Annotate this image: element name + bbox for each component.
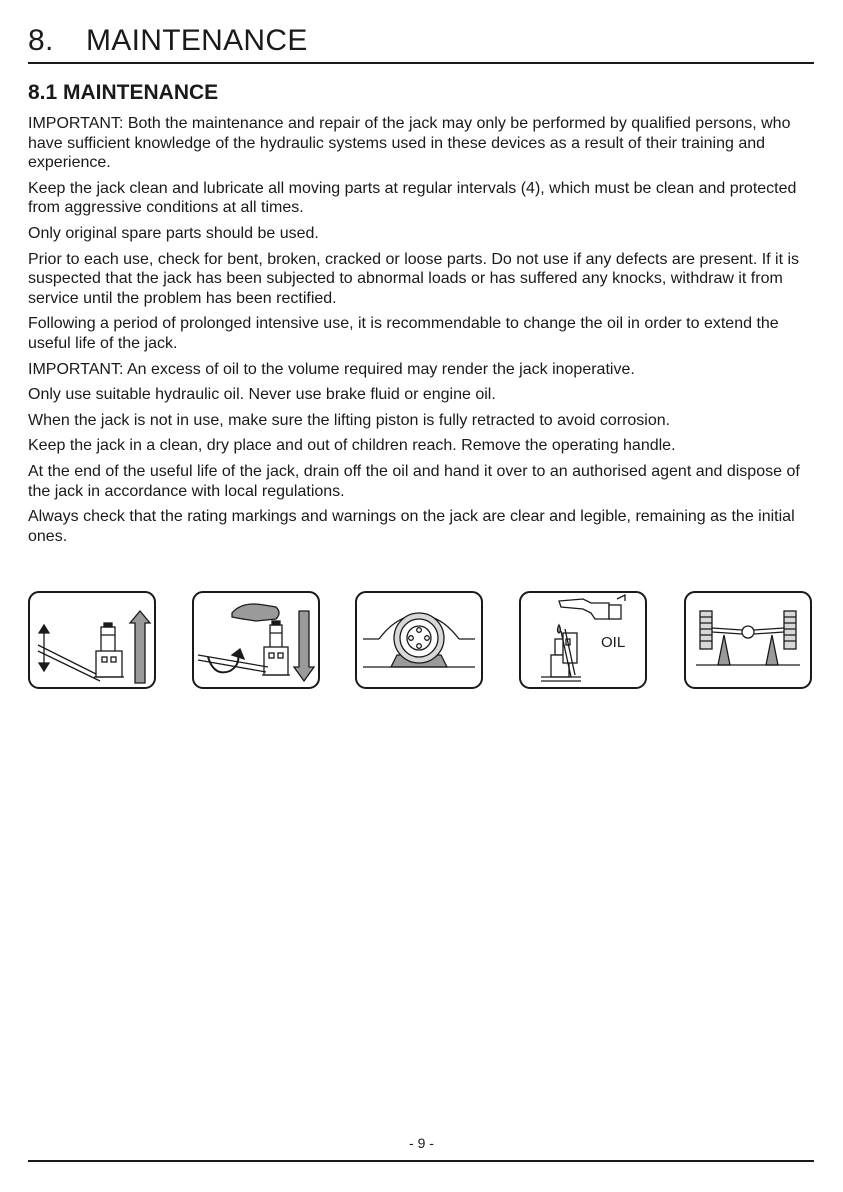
paragraph: Always check that the rating markings and warnings on the jack are clear and legible, remaining as the initial ones. xyxy=(28,508,795,545)
paragraph: Keep the jack clean and lubricate all moving parts at regular intervals (4), which must be clean and protected from aggressive conditions at all times. xyxy=(28,179,797,217)
paragraph: IMPORTANT: Both the maintenance and repair of the jack may only be performed by qualified persons, who have sufficient knowledge of the hydraulic systems used in these devices as a result of their training and experience. xyxy=(28,115,791,172)
paragraph: Keep the jack in a clean, dry place and out of children reach. Remove the operating handle. xyxy=(28,437,676,455)
maintenance-illustrations xyxy=(28,591,814,691)
paragraph: Following a period of prolonged intensive use, it is recommendable to change the oil in order to extend the useful life of the jack. xyxy=(28,315,779,352)
page-title xyxy=(28,24,308,58)
jack-pumping-up-icon xyxy=(28,591,156,689)
chapter-title: MAINTENANCE xyxy=(86,24,308,57)
section-heading: 8.1 MAINTENANCE xyxy=(28,81,219,104)
jack-lowering-icon xyxy=(192,591,320,689)
paragraph: Prior to each use, check for bent, broken, cracked or loose parts. Do not use if any defects are present. If it is suspected that the jack has been subjected to abnormal loads or has suffered any knocks, withdraw it from service until the problem has been rectified. xyxy=(28,250,800,307)
paragraph: Only original spare parts should be used. xyxy=(28,224,319,242)
chapter-number: 8. xyxy=(28,24,54,57)
paragraph: Only use suitable hydraulic oil. Never use brake fluid or engine oil. xyxy=(28,386,496,404)
body-text xyxy=(28,114,818,552)
page-number: - 9 - xyxy=(409,1135,434,1151)
axle-stands-icon xyxy=(684,591,812,689)
oil-filling-icon xyxy=(519,591,647,689)
wheel-on-ground-icon xyxy=(355,591,483,689)
paragraph: IMPORTANT: An excess of oil to the volume required may render the jack inoperative. xyxy=(28,360,635,378)
oil-label: OIL xyxy=(601,634,626,651)
footer-rule xyxy=(28,1160,814,1162)
paragraph: At the end of the useful life of the jack, drain off the oil and hand it over to an authorised agent and dispose of the jack in accordance with local regulations. xyxy=(28,462,800,500)
title-rule xyxy=(28,62,814,64)
paragraph: When the jack is not in use, make sure the lifting piston is fully retracted to avoid corrosion. xyxy=(28,411,671,429)
